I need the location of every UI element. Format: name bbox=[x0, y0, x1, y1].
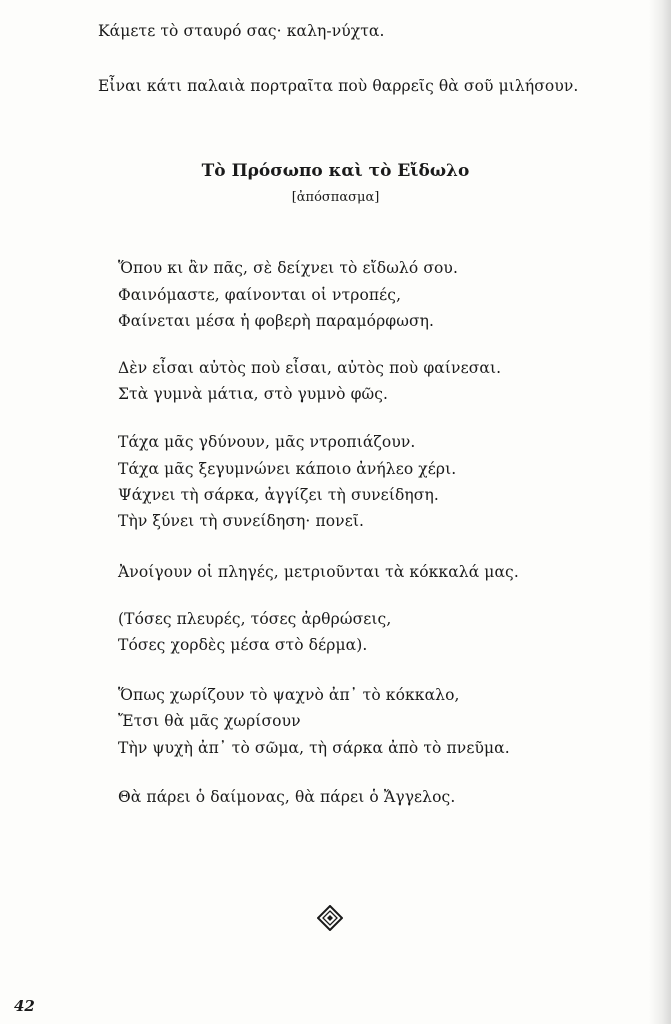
intro-line-1: Κάμετε τὸ σταυρό σας· καλη-νύχτα. bbox=[98, 22, 385, 40]
intro-line-2: Εἶναι κάτι παλαιὰ πορτραῖτα ποὺ θαρρεῖς θὰ σοῦ μιλήσουν. bbox=[98, 77, 579, 95]
diamond-fleuron-icon bbox=[317, 905, 343, 931]
poem-line: Τὴν ξύνει τὴ συνείδηση· πονεῖ. bbox=[118, 512, 365, 530]
poem-line: Ὅπου κι ἂν πᾶς, σὲ δείχνει τὸ εἴδωλό σου. bbox=[118, 259, 458, 277]
poem-line: Τόσες χορδὲς μέσα στὸ δέρμα). bbox=[118, 636, 368, 654]
poem-line: Ὅπως χωρίζουν τὸ ψαχνὸ ἀπ᾽ τὸ κόκκαλο, bbox=[118, 686, 460, 704]
poem-line: Δὲν εἶσαι αὐτὸς ποὺ εἶσαι, αὐτὸς ποὺ φαίνεσαι. bbox=[118, 359, 502, 377]
poem-line: Θὰ πάρει ὁ δαίμονας, θὰ πάρει ὁ Ἄγγελος. bbox=[118, 788, 456, 806]
poem-line: (Τόσες πλευρές, τόσες ἀρθρώσεις, bbox=[118, 610, 392, 628]
poem-line: Τὴν ψυχὴ ἀπ᾽ τὸ σῶμα, τὴ σάρκα ἀπὸ τὸ πνεῦμα. bbox=[118, 739, 510, 757]
poem-line: Ἔτσι θὰ μᾶς χωρίσουν bbox=[118, 712, 301, 730]
poem-line: Τάχα μᾶς γδύνουν, μᾶς ντροπιάζουν. bbox=[118, 433, 416, 451]
poem-title: Τὸ Πρόσωπο καὶ τὸ Εἴδωλο bbox=[201, 161, 470, 181]
poem-line: Φαίνεται μέσα ἡ φοβερὴ παραμόρφωση. bbox=[118, 312, 435, 330]
poem-line: Τάχα μᾶς ξεγυμνώνει κάποιο ἀνήλεο χέρι. bbox=[118, 460, 457, 478]
poem-line: Φαινόμαστε, φαίνονται οἱ ντροπές, bbox=[118, 286, 402, 304]
poem-line: Ἀνοίγουν οἱ πληγές, μετριοῦνται τὰ κόκκαλά μας. bbox=[118, 563, 519, 581]
page-edge-shadow bbox=[649, 0, 671, 1024]
page-number: 42 bbox=[14, 997, 35, 1015]
poem-subtitle: [ἀπόσπασμα] bbox=[291, 190, 380, 205]
poem-line: Ψάχνει τὴ σάρκα, ἀγγίζει τὴ συνείδηση. bbox=[118, 486, 439, 504]
poem-line: Στὰ γυμνὰ μάτια, στὸ γυμνὸ φῶς. bbox=[118, 385, 389, 403]
